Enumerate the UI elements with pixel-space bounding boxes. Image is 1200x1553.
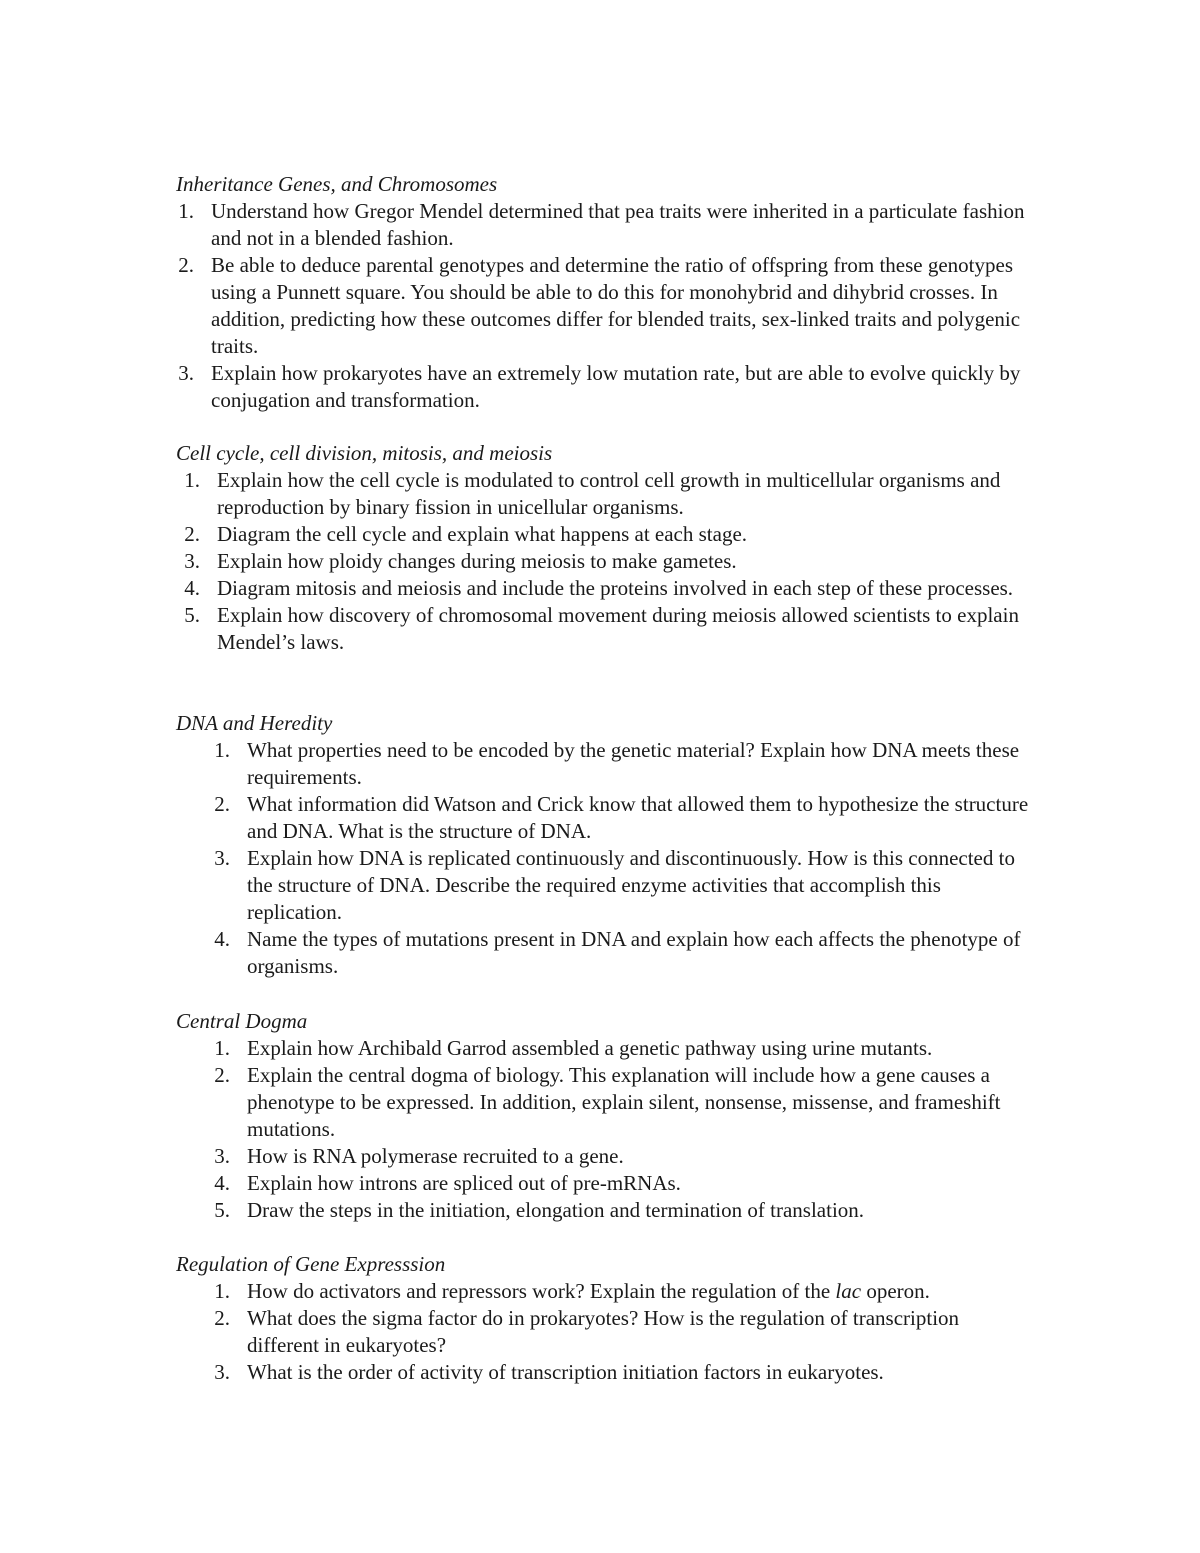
item-number: 2. [214,1063,230,1087]
item-text-before: How do activators and repressors work? Explain the regulation of the [247,1279,836,1303]
item-text: Name the types of mutations present in DNA and explain how each affects the phenotype of organisms. [247,927,1021,978]
objective-list [176,1278,1036,1386]
objective-list [176,737,1036,980]
item-text: Be able to deduce parental genotypes and determine the ratio of offspring from these genotypes using a Punnett square. You should be able to do this for monohybrid and dihybrid crosses. In addition, predicting how these outcomes differ for blended traits, sex-linked traits and polygenic traits. [211,253,1021,358]
item-text: Explain how discovery of chromosomal movement during meiosis allowed scientists to explain Mendel’s laws. [217,603,1019,654]
list-item [176,1359,1036,1386]
objective-list [176,1035,1036,1224]
item-text: What does the sigma factor do in prokaryotes? How is the regulation of transcription different in eukaryotes? [247,1306,960,1357]
item-text: Explain how DNA is replicated continuously and discontinuously. How is this connected to the structure of DNA. Describe the required enzyme activities that accomplish this replication. [247,846,1015,924]
list-item [176,1170,1036,1197]
item-number: 1. [178,199,194,223]
list-item [176,1278,1036,1305]
objective-list [176,467,1036,656]
list-item [176,737,1036,791]
item-number: 2. [214,792,230,816]
item-number: 2. [178,253,194,277]
item-text: Understand how Gregor Mendel determined that pea traits were inherited in a particulate fashion and not in a blended fashion. [211,199,1025,250]
section-heading: Central Dogma [176,1009,308,1033]
item-number: 3. [214,1360,230,1384]
list-item [176,1143,1036,1170]
item-text: What properties need to be encoded by the genetic material? Explain how DNA meets these requirements. [247,738,1020,789]
list-item [176,1305,1036,1359]
item-number: 2. [214,1306,230,1330]
objective-list [176,198,1036,414]
item-number: 1. [214,1036,230,1060]
list-item [176,1197,1036,1224]
item-text: How is RNA polymerase recruited to a gene. [247,1144,624,1168]
list-item [176,252,1036,360]
section-heading: Inheritance Genes, and Chromosomes [176,172,498,196]
item-text: Explain how the cell cycle is modulated to control cell growth in multicellular organisms and reproduction by binary fission in unicellular organisms. [217,468,1001,519]
section-heading: DNA and Heredity [176,711,333,735]
list-item [176,1062,1036,1143]
item-text: Diagram mitosis and meiosis and include the proteins involved in each step of these processes. [217,576,1014,600]
list-item [176,791,1036,845]
item-number: 1. [214,1279,230,1303]
list-item [176,521,1036,548]
item-text: Draw the steps in the initiation, elongation and termination of translation. [247,1198,865,1222]
item-number: 4. [184,576,200,600]
item-number: 2. [184,522,200,546]
list-item [176,467,1036,521]
list-item [176,360,1036,414]
item-number: 1. [184,468,200,492]
item-text: Explain how introns are spliced out of pre-mRNAs. [247,1171,681,1195]
section-cell-cycle [176,440,1036,656]
item-text: What is the order of activity of transcription initiation factors in eukaryotes. [247,1360,884,1384]
item-text: Explain how ploidy changes during meiosis to make gametes. [217,549,737,573]
section-central-dogma [176,1008,1036,1224]
list-item [176,845,1036,926]
item-number: 1. [214,738,230,762]
section-dna-heredity [176,710,1036,980]
item-text: Explain how prokaryotes have an extremely low mutation rate, but are able to evolve quickly by conjugation and transformation. [211,361,1021,412]
item-number: 5. [214,1198,230,1222]
section-heading: Cell cycle, cell division, mitosis, and meiosis [176,441,553,465]
item-number: 3. [184,549,200,573]
section-heading: Regulation of Gene Expresssion [176,1252,446,1276]
item-number: 4. [214,927,230,951]
item-text: Diagram the cell cycle and explain what happens at each stage. [217,522,748,546]
section-inheritance [176,171,1036,414]
item-text: What information did Watson and Crick know that allowed them to hypothesize the structure and DNA. What is the structure of DNA. [247,792,1029,843]
list-item [176,1035,1036,1062]
section-gene-regulation [176,1251,1036,1386]
item-text: Explain how Archibald Garrod assembled a genetic pathway using urine mutants. [247,1036,933,1060]
item-text-after: operon. [861,1279,930,1303]
item-text-italic: lac [835,1279,862,1303]
item-number: 5. [184,603,200,627]
list-item [176,602,1036,656]
list-item [176,548,1036,575]
item-number: 3. [214,1144,230,1168]
item-number: 3. [178,361,194,385]
list-item [176,926,1036,980]
item-number: 3. [214,846,230,870]
item-number: 4. [214,1171,230,1195]
list-item [176,575,1036,602]
item-text: Explain the central dogma of biology. This explanation will include how a gene causes a phenotype to be expressed. In addition, explain silent, nonsense, missense, and frameshift mutations. [247,1063,1001,1141]
list-item [176,198,1036,252]
